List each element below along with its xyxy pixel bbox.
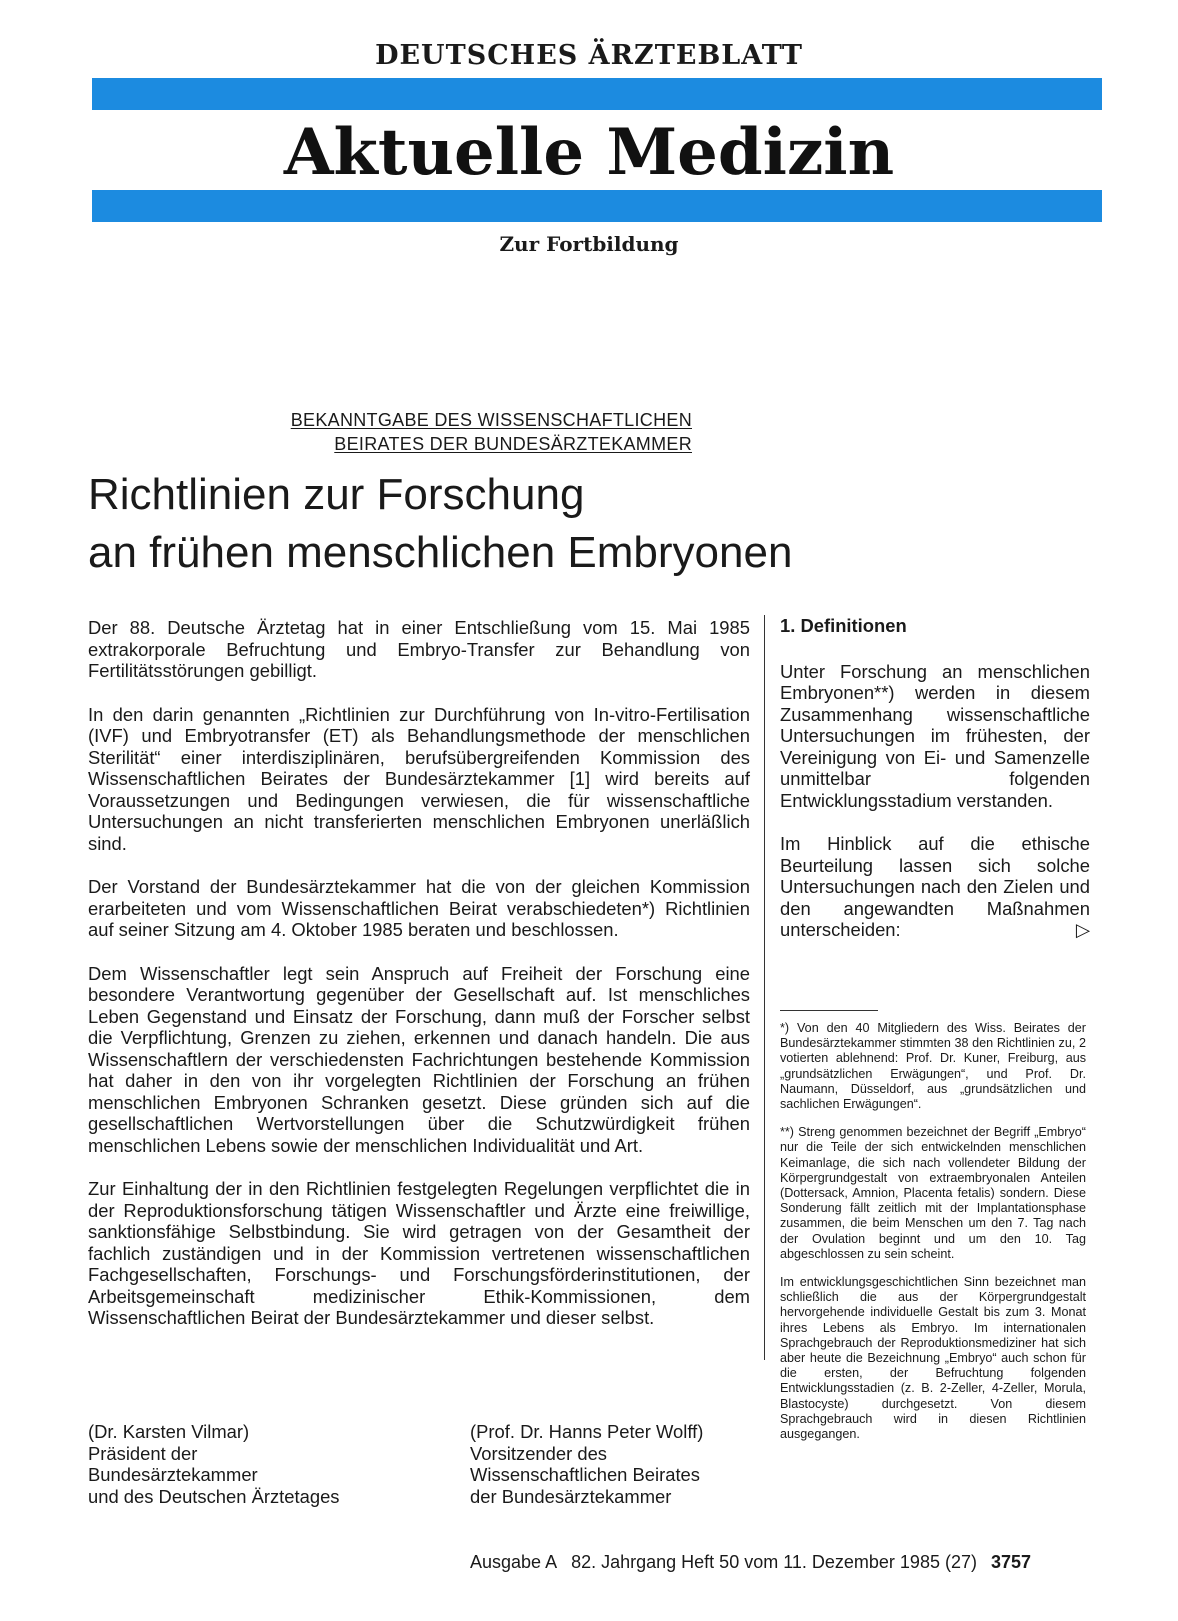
body-paragraph: Der Vorstand der Bundesärztekammer hat die von der gleichen Kommission erarbeiteten und vom Wissenschaftlichen Beirat verabschiedeten*) Richtlinien auf seiner Sitzung am 4. Oktober 1985 beraten und beschlossen. bbox=[88, 876, 750, 940]
article-kicker bbox=[92, 408, 692, 456]
footnote: **) Streng genommen bezeichnet der Begriff „Embryo“ nur die Teile der sich entwickelnden menschlichen Keimanlage, die sich nach vollendeter Bildung der Körpergrundgestalt von extraembryonalen Anteilen (Dottersack, Amnion, Placenta fetalis) sondern. Diese Sonderung fällt zeitlich mit der Implantationsphase zusammen, die beim Menschen um den 7. Tag nach der Ovulation beginnt und um den 10. Tag abgeschlossen zu sein scheint. bbox=[780, 1125, 1086, 1261]
sidebar-paragraph: Unter Forschung an menschlichen Embryonen**) werden in diesem Zusammenhang wissenschaftliche Untersuchungen im frühesten, der Vereinigung von Ei- und Samenzelle unmittelbar folgenden Entwicklungsstadium verstanden. bbox=[780, 660, 1090, 811]
footnote-divider bbox=[780, 1010, 878, 1011]
signature-line: und des Deutschen Ärztetages bbox=[88, 1485, 340, 1507]
title-line-1: Richtlinien zur Forschung bbox=[88, 470, 585, 519]
signature-line: Bundesärztekammer bbox=[88, 1464, 258, 1485]
section-title: Aktuelle Medizin bbox=[283, 115, 895, 190]
header-bottom-bar bbox=[92, 190, 1102, 222]
subsection-label: Zur Fortbildung bbox=[499, 232, 679, 256]
signature-right bbox=[470, 1421, 703, 1507]
right-column bbox=[780, 615, 1090, 963]
page-number: 3757 bbox=[990, 1552, 1032, 1572]
issue-info: Ausgabe A 82. Jahrgang Heft 50 vom 11. Dezember 1985 (27) bbox=[470, 1552, 977, 1572]
signature-line: (Dr. Karsten Vilmar) bbox=[88, 1421, 250, 1442]
main-column bbox=[88, 617, 750, 1351]
sidebar-paragraph bbox=[780, 833, 1090, 941]
footnote: Im entwicklungsgeschichtlichen Sinn bezeichnet man schließlich die aus der Körpergrundgestalt hervorgehende individuelle Gestalt bis zum 3. Monat ihres Lebens als Embryo. Im internationalen Sprachgebrauch der Reproduktionsmediziner hat sich aber heute die Bezeichnung „Embryo“ auch schon für die ersten, der Befruchtung folgenden Entwicklungsstadien (z. B. 2-Zeller, 4-Zeller, Morula, Blastocyste) durchgesetzt. Von diesem Sprachgebrauch wird in diesen Richtlinien ausgegangen. bbox=[780, 1275, 1086, 1442]
article-title bbox=[88, 466, 1088, 582]
kicker-line-1: BEKANNTGABE DES WISSENSCHAFTLICHEN bbox=[290, 410, 692, 430]
signature-line: der Bundesärztekammer bbox=[470, 1485, 672, 1507]
column-divider bbox=[764, 615, 765, 1360]
body-paragraph: Dem Wissenschaftler legt sein Anspruch auf Freiheit der Forschung eine besondere Verantwortung gegenüber der Gesellschaft auf. Ist menschliches Leben Gegenstand und Einsatz der Forschung, dann muß der Forscher selbst die Verpflichtung, Grenzen zu ziehen, erkennen und danach handeln. Die aus Wissenschaftlern der verschiedensten Fachrichtungen bestehende Kommission hat daher in den von ihr vorgelegten Richtlinien der Forschung an frühen menschlichen Embryonen Schranken gesetzt. Diese gründen sich auf die gesellschaftlichen Wertvorstellungen über die Schutzwürdigkeit frühen menschlichen Lebens sowie der menschlichen Individualität und Art. bbox=[88, 962, 750, 1156]
sidebar-paragraph-text: Im Hinblick auf die ethische Beurteilung lassen sich solche Untersuchungen nach den Zielen und den angewandten Maßnahmen unterscheiden: bbox=[780, 833, 1090, 940]
continue-arrow-icon: ▷ bbox=[1075, 919, 1090, 940]
footnotes bbox=[780, 1021, 1086, 1455]
body-paragraph: In den darin genannten „Richtlinien zur Durchführung von In-vitro-Fertilisation (IVF) und Embryotransfer (ET) als Behandlungsmethode der menschlichen Sterilität“ einer interdisziplinären, berufsübergreifenden Kommission des Wissenschaftlichen Beirates der Bundesärztekammer [1] wird bereits auf Voraussetzungen und Bedingungen verwiesen, die für wissenschaftliche Untersuchungen an nicht transferierten menschlichen Embryonen unerläßlich sind. bbox=[88, 703, 750, 854]
signature-line: Vorsitzender des bbox=[470, 1442, 607, 1464]
title-line-2: an frühen menschlichen Embryonen bbox=[88, 528, 793, 577]
footnote: *) Von den 40 Mitgliedern des Wiss. Beirates der Bundesärztekammer stimmten 38 den Richtlinien zu, 2 votierten ablehnend: Prof. Dr. Kuner, Freiburg, aus „grundsätzlichen Erwägungen“, und Prof. Dr. Naumann, Düsseldorf, aus „grundsätzlichen und sachlichen Erwägungen“. bbox=[780, 1021, 1086, 1112]
body-paragraph: Zur Einhaltung der in den Richtlinien festgelegten Regelungen verpflichtet die in der Reproduktionsforschung tätigen Wissenschaftler und Ärzte eine freiwillige, sanktionsfähige Selbstbindung. Sie wird getragen von der Gesamtheit der fachlich zuständigen und in der Kommission vertretenen wissenschaftlichen Fachgesellschaften, Forschungs- und Forschungsförderinstitutionen, der Arbeitsgemeinschaft medizinischer Ethik-Kommissionen, dem Wissenschaftlichen Beirat der Bundesärztekammer und dieser selbst. bbox=[88, 1178, 750, 1328]
journal-name: DEUTSCHES ÄRZTEBLATT bbox=[375, 40, 803, 71]
header-top-bar bbox=[92, 78, 1102, 110]
signature-line: (Prof. Dr. Hanns Peter Wolff) bbox=[470, 1421, 704, 1442]
sidebar-heading: 1. Definitionen bbox=[780, 615, 907, 636]
signature-line: Präsident der bbox=[88, 1442, 198, 1464]
kicker-line-2: BEIRATES DER BUNDESÄRZTEKAMMER bbox=[334, 434, 692, 454]
signature-left bbox=[88, 1421, 340, 1507]
signature-line: Wissenschaftlichen Beirates bbox=[470, 1464, 700, 1485]
body-paragraph: Der 88. Deutsche Ärztetag hat in einer Entschließung vom 15. Mai 1985 extrakorporale Befruchtung und Embryo-Transfer zur Behandlung von Fertilitätsstörungen gebilligt. bbox=[88, 617, 750, 681]
page-footer bbox=[470, 1552, 1088, 1573]
